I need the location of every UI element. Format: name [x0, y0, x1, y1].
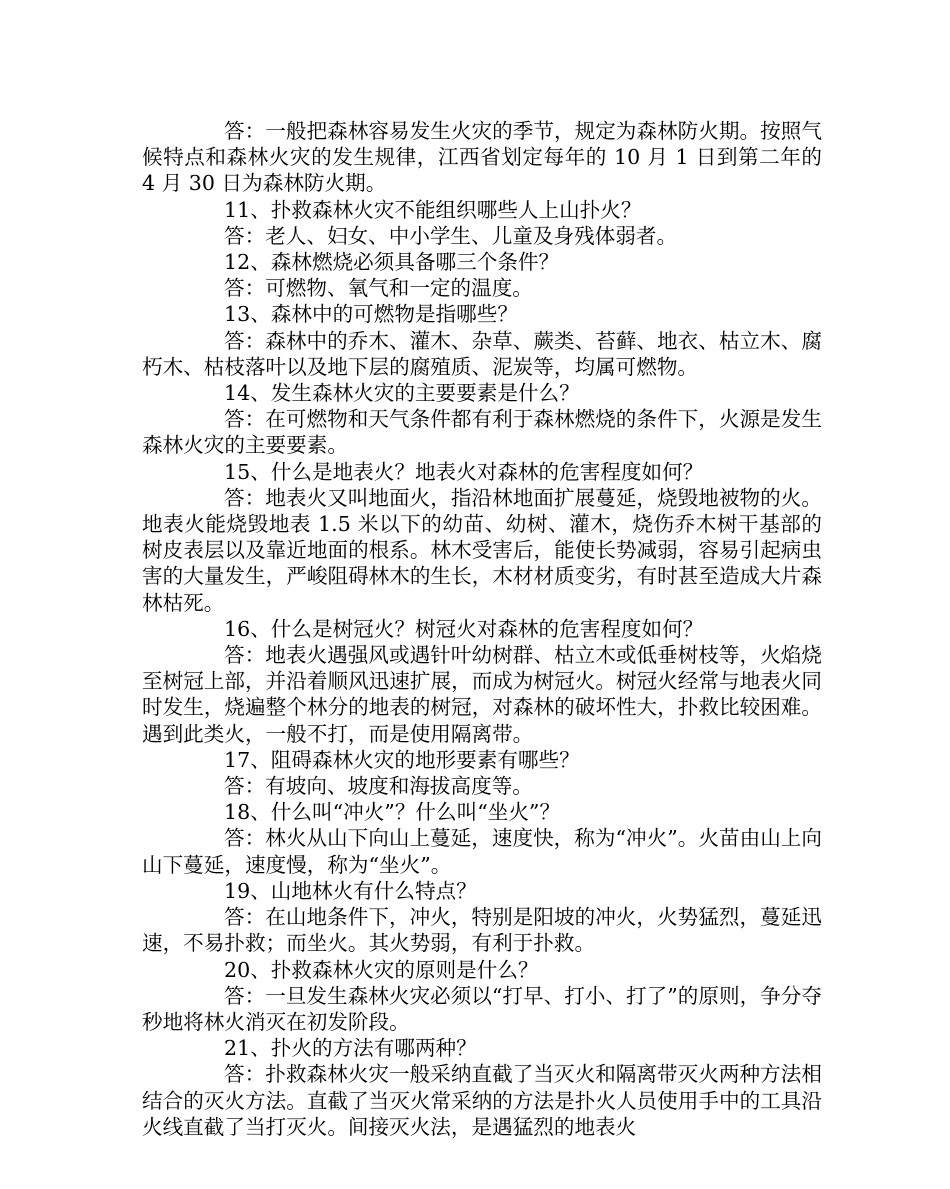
question-paragraph: 16、什么是树冠火？树冠火对森林的危害程度如何？	[224, 616, 704, 641]
question-paragraph: 13、森林中的可燃物是指哪些？	[224, 302, 518, 327]
answer-paragraph: 答：地表火又叫地面火，指沿林地面扩展蔓延，烧毁地被物的火。地表火能烧毁地表 1.5 米以下的幼苗、幼树、灌木，烧伤乔木树干基部的树皮表层以及靠近地面的根系。林木受害后，能使长势减弱，容易引起病虫害的大量发生，严峻阻碍林木的生长，木材材质变劣，有时甚至造成大片森林枯死。	[142, 485, 822, 615]
answer-paragraph: 答：有坡向、坡度和海拔高度等。	[224, 774, 533, 799]
question-paragraph: 21、扑火的方法有哪两种？	[224, 1036, 477, 1061]
question-paragraph: 17、阻碍森林火灾的地形要素有哪些？	[224, 747, 580, 772]
answer-paragraph: 答：一旦发生森林火灾必须以“打早、打小、打了”的原则，争分夺秒地将林火消灭在初发阶段。	[142, 983, 822, 1034]
answer-paragraph: 答：在可燃物和天气条件都有利于森林燃烧的条件下，火源是发生森林火灾的主要要素。	[142, 407, 822, 458]
answer-paragraph: 答：可燃物、氧气和一定的温度。	[224, 276, 533, 301]
answer-paragraph: 答：地表火遇强风或遇针叶幼树群、枯立木或低垂树枝等，火焰烧至树冠上部，并沿着顺风迅速扩展，而成为树冠火。树冠火经常与地表火同时发生，烧遍整个林分的地表的树冠，对森林的破坏性大，扑救比较困难。遇到此类火，一般不打，而是使用隔离带。	[142, 643, 822, 746]
question-paragraph: 15、什么是地表火？地表火对森林的危害程度如何？	[224, 459, 704, 484]
answer-paragraph: 答：一般把森林容易发生火灾的季节，规定为森林防火期。按照气候特点和森林火灾的发生规律，江西省划定每年的 10 月 1 日到第二年的 4 月 30 日为森林防火期。	[142, 119, 822, 196]
question-paragraph: 12、森林燃烧必须具备哪三个条件？	[224, 250, 560, 275]
question-paragraph: 20、扑救森林火灾的原则是什么？	[224, 957, 539, 982]
answer-paragraph: 答：老人、妇女、中小学生、儿童及身残体弱者。	[224, 223, 678, 248]
answer-paragraph: 答：森林中的乔木、灌木、杂草、蕨类、苔藓、地衣、枯立木、腐朽木、枯枝落叶以及地下层的腐殖质、泥炭等，均属可燃物。	[142, 328, 822, 379]
question-paragraph: 11、扑救森林火灾不能组织哪些人上山扑火？	[224, 197, 642, 222]
answer-paragraph: 答：在山地条件下，冲火，特别是阳坡的冲火，火势猛烈，蔓延迅速，不易扑救；而坐火。其火势弱，有利于扑救。	[142, 905, 822, 956]
question-paragraph: 19、山地林火有什么特点？	[224, 878, 477, 903]
document-page	[142, 118, 822, 1140]
answer-paragraph: 答：扑救森林火灾一般采纳直截了当灭火和隔离带灭火两种方法相结合的灭火方法。直截了当灭火常采纳的方法是扑火人员使用手中的工具沿火线直截了当打灭火。间接灭火法，是遇猛烈的地表火	[142, 1062, 822, 1139]
question-paragraph: 18、什么叫“冲火”？什么叫“坐火”？	[224, 800, 561, 825]
question-paragraph: 14、发生森林火灾的主要要素是什么？	[224, 381, 580, 406]
answer-paragraph: 答：林火从山下向山上蔓延，速度快，称为“冲火”。火苗由山上向山下蔓延，速度慢，称为“坐火”。	[142, 826, 822, 877]
